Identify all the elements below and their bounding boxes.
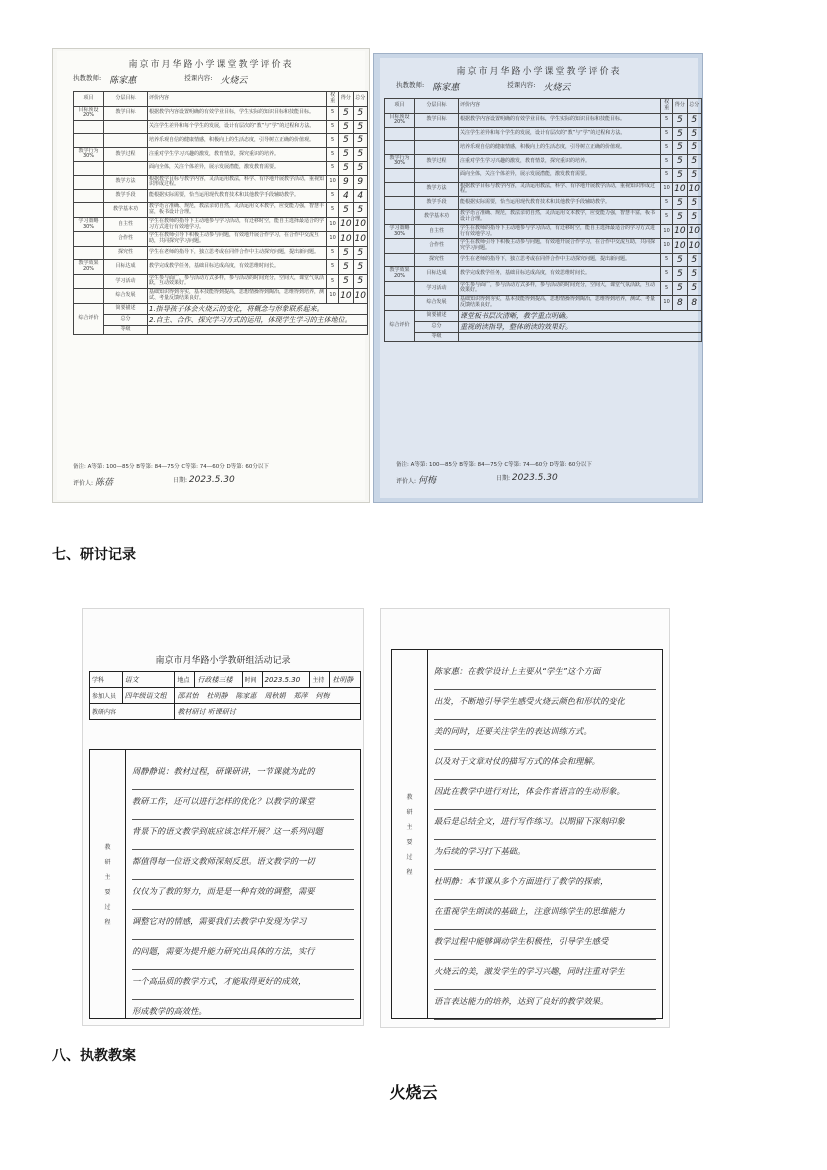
- handwritten-line: 的问题，需要为提升能力研究出具体的方法，实行: [132, 940, 354, 970]
- participant-name: 何梅: [315, 691, 330, 700]
- eval-meta: 执教教师: 陈家惠 授课内容: 火烧云: [73, 74, 248, 86]
- eval-row: 教学效果20% 目标达成 教学完成教学任务，基础目标达成高度，有效思维时间长。 5 5 5: [385, 267, 702, 282]
- eval-row: 教学手段 能根据实际需要，恰当运用现代教育技术和其他教学手段辅助教学。 5 5 5: [385, 197, 702, 210]
- handwritten-line: 调整它对的情感，需要我们去教学中发现为学习: [132, 910, 354, 940]
- eval-row: 合作性 学生在教师引导下积极主动参与问题，有效地开展合作学习，在合作中交流互助，共同探究学习问题。 10 10 10: [74, 232, 368, 247]
- participant-name: 周秋娟: [264, 691, 286, 700]
- eval-row: 探究性 学生在老师的指导下，独立思考或在同伴合作中主动探究问题，提出新问题。 5 5 5: [385, 253, 702, 266]
- handwritten-line: 杜明静：本节课从多个方面进行了教学的探索，: [434, 870, 656, 900]
- participant-name: 杜明静: [206, 691, 228, 700]
- eval-row: 目标预设20% 教学目标 根据教学内容设置明确的有效学业目标，学生实际的知识目标和技能目标。 5 5 5: [74, 106, 368, 121]
- eval-row: 教学方法 根据教学目标与教学内容，灵活运用教法，科学、有序地开展教学活动，重视知识形成过程。 10 9 9: [74, 175, 368, 190]
- handwritten-line: 语言表达能力的培养，达到了良好的教学效果。: [434, 990, 656, 1020]
- eval-row: 教学方法 根据教学目标与教学内容，灵活运用教法，科学、有序地开展教学活动，重视知识形成过程。 10 10 10: [385, 182, 702, 197]
- lesson-title: 火烧云: [389, 1083, 438, 1102]
- eval-table-left: 项目 分层目标 评价内容 权重 得分 总分 目标预设20% 教学目标 根据教学内容设置明确的有效学业目标，学生实际的知识目标和技能目标。 5 5 5 关注学生差异和每个学生的发展，设计有层次的“教”与“学”的过程和方法。 5 5 5 培养乐观自信的健康情感，积极向上的生活态度，引导树立正确的价值观。 5 5 5 教学行为30% 教学过程 注重对学生学习兴趣的激发，教育情景，探究重识的培养。 5 5 5 面向全体，关注个体差异，展示发展潜能，激发教育需要。 5 5 5 教学方法 根据教学目标与教学内容，灵活运用教法，科学、有序地开展教学活动，重视知识形成过程。 10 9 9 教学手段 能根据实际需要，恰当运用现代教育技术和其他教学手段辅助教学。 5 4 4 教学基本功 教学语言准确、规范，教法亲切自然，灵活运用文本教学，应变能力强，智慧丰富，板书设计合理。 5 5 5 学习策略30% 自主性 学生在教师的指导下主动地参与学习活动，有迁移时空，能自主选择最适合的学习方式进行有效地学习。 10 10 10 合作性 学生在教师引导下积极主动参与问题，有效地开展合作学习，在合作中交流互助，共同探究学习问题。 10 10 10 探究性 学生在老师的指导下，独立思考或在同伴合作中主动探究问题，提出新问题。 5 5 5 教学效果20% 目标达成 教学完成教学任务，基础目标达成高度，有效思维时间长。 5 5 5 学习活动 学生参与面广，参与活动方式多样，参与活动的时间充分，空间大，课堂气氛活跃，互动效果好。 5 5 5 综合发展 基础知识得到夯实，基本技能得到提高，思想情操得到陶冶，思维得到培养，测试、考量反馈结果良好。 10 10 10 综合评价 简要描述 1.指导孩子体会火烧云的变化，将概念与形象联系起来。 总分 2.自主、合作、探究学习方式的运用，体现学生学习的主体地位。 等级: [73, 91, 368, 335]
- eval-row: 教学行为30% 教学过程 注重对学生学习兴趣的激发，教育情景，探究重识的培养。 5 5 5: [385, 154, 702, 169]
- eval-row: 学习活动 学生参与面广，参与活动方式多样，参与活动的时间充分，空间大，课堂气氛活跃，互动效果好。 5 5 5: [74, 274, 368, 289]
- handwritten-line: 背景下的语文教学到底应该怎样开展？这一系列问题: [132, 820, 354, 850]
- section-heading-discussion: 七、研讨记录: [52, 547, 136, 563]
- handwritten-line: 美的同时，还要关注学生的表达训练方式。: [434, 720, 656, 750]
- eval-signature: 评价人: 陈蓓 日期: 2023.5.30: [73, 475, 235, 488]
- record-body-left: [89, 749, 361, 1019]
- eval-title: 南京市月华路小学课堂教学评价表: [128, 60, 294, 70]
- handwritten-line: 最后是总结全文，进行写作练习。以期留下深刻印象: [434, 810, 656, 840]
- participant-name: 郑萍: [293, 691, 308, 700]
- eval-row: 学习活动 学生参与面广，参与活动方式多样，参与活动的时间充分，空间大，课堂气氛活跃，互动效果好。 5 5 5: [385, 281, 702, 296]
- lesson-content: 火烧云: [220, 76, 248, 86]
- eval-row: 教学基本功 教学语言准确、规范，教法亲切自然，灵活运用文本教学，应变能力强，智慧丰富，板书设计合理。 5 5 5: [385, 210, 702, 225]
- eval-row: 探究性 学生在老师的指导下，独立思考或在同伴合作中主动探究问题，提出新问题。 5 5 5: [74, 246, 368, 259]
- eval-row: 学习策略30% 自主性 学生在教师的指导下主动地参与学习活动，有迁移时空，能自主选择最适合的学习方式进行有效地学习。 10 10 10: [74, 217, 368, 232]
- discussion-record-left: [82, 608, 364, 1026]
- handwritten-line: 都值得每一位语文教师深刻反思。语文教学的一切: [132, 850, 354, 880]
- record-topic: 教材研讨 听课研讨: [175, 704, 361, 720]
- handwritten-line: 火烧云的美，激发学生的学习兴趣，同时注重对学生: [434, 960, 656, 990]
- eval-row: 教学行为30% 教学过程 注重对学生学习兴趣的激发，教育情景，探究重识的培养。 5 5 5: [74, 147, 368, 162]
- eval-meta: 执教教师: 陈家惠 授课内容: 火烧云: [396, 81, 571, 93]
- summary-row: 综合评价 简要描述 1.指导孩子体会火烧云的变化，将概念与形象联系起来。: [74, 303, 368, 314]
- eval-row: 关注学生差异和每个学生的发展，设计有层次的“教”与“学”的过程和方法。 5 5 5: [74, 121, 368, 134]
- eval-row: 面向全体，关注个体差异，展示发展潜能，激发教育需要。 5 5 5: [74, 162, 368, 175]
- participants: [175, 688, 361, 704]
- eval-row: 教学基本功 教学语言准确、规范，教法亲切自然，灵活运用文本教学，应变能力强，智慧丰富，板书设计合理。 5 5 5: [74, 203, 368, 218]
- eval-row: 培养乐观自信的健康情感，积极向上的生活态度，引导树立正确的价值观。 5 5 5: [74, 134, 368, 147]
- evaluation-form-photo-right: 南京市月华路小学课堂教学评价表 执教教师: 陈家惠 授课内容: 火烧云 项目 分层目标 评价内容 权重 得分 总分 目标预设20% 教学目标 根据教学内容设置明确的有效学业目标，学生实际的知识目标和技能目标。 5 5 5 关注学生差异和每个学生的发展，设计有层次的“教”与“学”的过程和方法。 5 5 5 培养乐观自信的健康情感，积极向上的生活态度，引导树立正确的价值观。 5 5 5 教学行为30% 教学过程 注重对学生学习兴趣的激发，教育情景，探究重识的培养。 5 5 5 面向全体，关注个体差异，展示发展潜能，激发教育需要。 5 5 5 教学方法 根据教学目标与教学内容，灵活运用教法，科学、有序地开展教学活动，重视知识形成过程。 10 10 10 教学手段 能根据实际需要，恰当运用现代教育技术和其他教学手段辅助教学。 5 5 5 教学基本功 教学语言准确、规范，教法亲切自然，灵活运用文本教学，应变能力强，智慧丰富，板书设计合理。 5 5 5 学习策略30% 自主性 学生在教师的指导下主动地参与学习活动，有迁移时空，能自主选择最适合的学习方式进行有效地学习。 10 10 10 合作性 学生在教师引导下积极主动参与问题，有效地开展合作学习，在合作中交流互助，共同探究学习问题。 10 10 10 探究性 学生在老师的指导下，独立思考或在同伴合作中主动探究问题，提出新问题。 5 5 5 教学效果20% 目标达成 教学完成教学任务，基础目标达成高度，有效思维时间长。 5 5 5 学习活动 学生参与面广，参与活动方式多样，参与活动的时间充分，空间大，课堂气氛活跃，互动效果好。 5 5 5 综合发展 基础知识得到夯实，基本技能得到提高，思想情操得到陶冶，思维得到培养，测试、考量反馈结果良好。 10 8 8 综合评价 简要描述 课堂板书层次清晰，教学重点明确。 总分 重视朗读指导，整体朗读的效果好。 等级 备注: A等第: 100—85分 B等第: 84—75分 C等第: 74—60分 D等第: 60分以下 评价人: 何梅 日期: 2023.5.30: [373, 53, 703, 503]
- evaluation-form-photo-left: [52, 48, 370, 503]
- eval-row: 面向全体，关注个体差异，展示发展潜能，激发教育需要。 5 5 5: [385, 169, 702, 182]
- handwritten-line: 形成教学的高效性。: [132, 1000, 354, 1026]
- record-body-right: [391, 649, 663, 1019]
- eval-row: 综合发展 基础知识得到夯实，基本技能得到提高，思想情操得到陶冶，思维得到培养，测试、考量反馈结果良好。 10 8 8: [385, 296, 702, 311]
- handwritten-line: 出发，不断地引导学生感受火烧云颜色和形状的变化: [434, 690, 656, 720]
- eval-row: 教学效果20% 目标达成 教学完成教学任务，基础目标达成高度，有效思维时间长。 5 5 5: [74, 260, 368, 275]
- handwritten-line: 教研工作，还可以进行怎样的优化？以教学的课堂: [132, 790, 354, 820]
- eval-row: 综合发展 基础知识得到夯实，基本技能得到提高，思想情操得到陶冶，思维得到培养，测试、考量反馈结果良好。 10 10 10: [74, 289, 368, 304]
- handwritten-line: 陈家惠：在教学设计上主要从“学生”这个方面: [434, 660, 656, 690]
- eval-header-row: 项目 分层目标 评价内容 权重 得分 总分: [74, 92, 368, 107]
- process-label: 教 研 主 要 过 程: [392, 650, 428, 1018]
- handwritten-line: 以及对于文章对仗的描写方式的体会和理解。: [434, 750, 656, 780]
- handwritten-line: 仅仅为了教的努力，而是是一种有效的调整，需要: [132, 880, 354, 910]
- eval-row: 关注学生差异和每个学生的发展，设计有层次的“教”与“学”的过程和方法。 5 5 5: [385, 128, 702, 141]
- eval-table-right: 项目 分层目标 评价内容 权重 得分 总分 目标预设20% 教学目标 根据教学内容设置明确的有效学业目标，学生实际的知识目标和技能目标。 5 5 5 关注学生差异和每个学生的发展，设计有层次的“教”与“学”的过程和方法。 5 5 5 培养乐观自信的健康情感，积极向上的生活态度，引导树立正确的价值观。 5 5 5 教学行为30% 教学过程 注重对学生学习兴趣的激发，教育情景，探究重识的培养。 5 5 5 面向全体，关注个体差异，展示发展潜能，激发教育需要。 5 5 5 教学方法 根据教学目标与教学内容，灵活运用教法，科学、有序地开展教学活动，重视知识形成过程。 10 10 10 教学手段 能根据实际需要，恰当运用现代教育技术和其他教学手段辅助教学。 5 5 5 教学基本功 教学语言准确、规范，教法亲切自然，灵活运用文本教学，应变能力强，智慧丰富，板书设计合理。 5 5 5 学习策略30% 自主性 学生在教师的指导下主动地参与学习活动，有迁移时空，能自主选择最适合的学习方式进行有效地学习。 10 10 10 合作性 学生在教师引导下积极主动参与问题，有效地开展合作学习，在合作中交流互助，共同探究学习问题。 10 10 10 探究性 学生在老师的指导下，独立思考或在同伴合作中主动探究问题，提出新问题。 5 5 5 教学效果20% 目标达成 教学完成教学任务，基础目标达成高度，有效思维时间长。 5 5 5 学习活动 学生参与面广，参与活动方式多样，参与活动的时间充分，空间大，课堂气氛活跃，互动效果好。 5 5 5 综合发展 基础知识得到夯实，基本技能得到提高，思想情操得到陶冶，思维得到培养，测试、考量反馈结果良好。 10 8 8 综合评价 简要描述 课堂板书层次清晰，教学重点明确。 总分 重视朗读指导，整体朗读的效果好。 等级: [384, 98, 702, 342]
- handwritten-line: 因此在教学中进行对比，体会作者语言的生动形象。: [434, 780, 656, 810]
- handwritten-line: 一个高品质的教学方式，才能取得更好的成效，: [132, 970, 354, 1000]
- eval-row: 合作性 学生在教师引导下积极主动参与问题，有效地开展合作学习，在合作中交流互助，共同探究学习问题。 10 10 10: [385, 239, 702, 254]
- handwritten-line: 教学过程中能够调动学生积极性，引导学生感受: [434, 930, 656, 960]
- record-info-table: 学科 语文 地点 行政楼三楼 时间 2023.5.30 主持 杜明静 参加人员 四年级语文组 邵君怡 杜明静 陈家惠 周秋娟 郑萍 何梅 教研内容 教材研讨 听课研讨: [89, 671, 361, 720]
- handwritten-line: 为后续的学习打下基础。: [434, 840, 656, 870]
- handwritten-line: 周静静说：教材过程，研课研讲，一节课就为此的: [132, 760, 354, 790]
- grade-note: 备注: A等第: 100—85分 B等第: 84—75分 C等第: 74—60分 D等第: 60分以下: [73, 464, 269, 470]
- handwritten-line: 在重视学生朗读的基础上，注意训练学生的思维能力: [434, 900, 656, 930]
- participant-name: 陈家惠: [235, 691, 257, 700]
- teacher-name: 陈家惠: [109, 76, 137, 86]
- eval-title: 南京市月华路小学课堂教学评价表: [456, 67, 622, 77]
- section-heading-lesson-plan: 八、执教教案: [52, 1048, 136, 1064]
- discussion-record-right: [380, 608, 670, 1028]
- eval-row: 目标预设20% 教学目标 根据教学内容设置明确的有效学业目标，学生实际的知识目标和技能目标。 5 5 5: [385, 113, 702, 128]
- eval-row: 教学手段 能根据实际需要，恰当运用现代教育技术和其他教学手段辅助教学。 5 4 4: [74, 190, 368, 203]
- participant-name: 邵君怡: [177, 691, 199, 700]
- eval-row: 学习策略30% 自主性 学生在教师的指导下主动地参与学习活动，有迁移时空，能自主选择最适合的学习方式进行有效地学习。 10 10 10: [385, 224, 702, 239]
- process-label: 教 研 主 要 过 程: [90, 750, 126, 1018]
- record-title: 南京市月华路小学教研组活动记录: [155, 656, 291, 666]
- eval-row: 培养乐观自信的健康情感，积极向上的生活态度，引导树立正确的价值观。 5 5 5: [385, 141, 702, 154]
